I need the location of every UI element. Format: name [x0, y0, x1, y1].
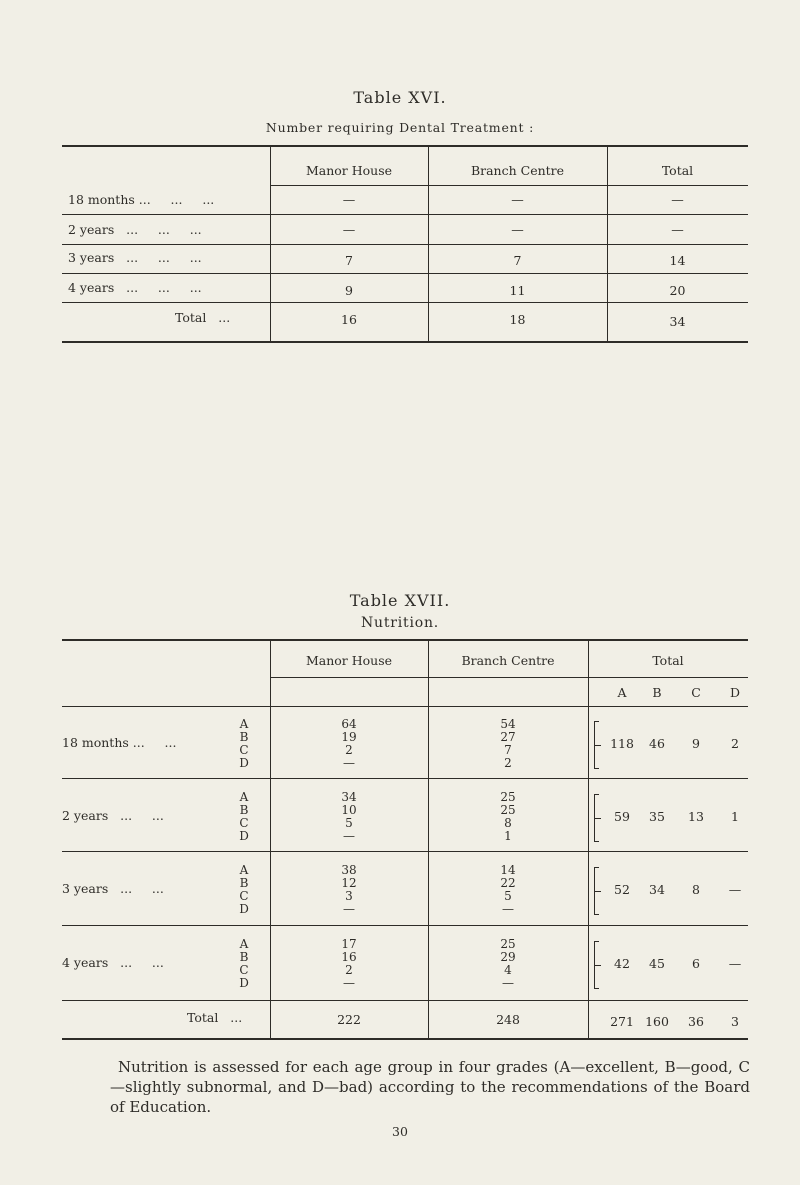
cell-branch: 25 — [500, 803, 516, 817]
grade-label: B — [239, 876, 249, 890]
cell-total-d: 2 — [731, 736, 739, 751]
cell-manor: 16 — [341, 950, 357, 964]
table-16-row-rule — [62, 214, 748, 215]
cell-branch: 54 — [500, 717, 516, 731]
row-label: 18 months ... ... — [62, 735, 177, 750]
row-label: 3 years ... ... — [62, 881, 164, 896]
nutrition-note: Nutrition is assessed for each age group in four grades (A—excellent, B—good, C—slightly subnormal, and D—bad) according to the recommendations of the Board of Education. — [110, 1058, 750, 1116]
cell-total-b: 34 — [649, 882, 665, 897]
row-label: Total ... — [175, 310, 231, 325]
cell-total: 20 — [669, 283, 686, 298]
cell-manor: 7 — [345, 253, 353, 268]
table-17-top-rule — [62, 639, 748, 641]
row-label: Total ... — [187, 1010, 243, 1025]
column-header-manor-house: Manor House — [305, 163, 393, 178]
cell-total-b: 45 — [649, 956, 665, 971]
table-16-top-rule — [62, 145, 748, 147]
grade-label: B — [239, 730, 249, 744]
table-16-row-rule — [62, 302, 748, 303]
table-17-header-rule — [270, 677, 748, 678]
cell-total-a: 59 — [614, 809, 630, 824]
cell-branch: 22 — [500, 876, 516, 890]
cell-total-a: 52 — [614, 882, 630, 897]
table-16-subtitle: Number requiring Dental Treatment : — [265, 120, 535, 135]
brace-tip-icon — [595, 965, 601, 966]
cell-total-c: 13 — [688, 809, 704, 824]
cell-branch: 4 — [504, 963, 512, 977]
cell-branch: 7 — [513, 253, 522, 268]
table-16-row-rule — [62, 273, 748, 274]
brace-tip-icon — [595, 818, 601, 819]
cell-manor: 34 — [341, 790, 357, 804]
cell-branch: 25 — [500, 937, 516, 951]
column-header-total: Total — [661, 163, 694, 178]
cell-manor: — — [343, 756, 355, 770]
cell-manor: 17 — [341, 937, 357, 951]
table-17-row-rule — [62, 778, 748, 779]
cell-total: 14 — [669, 253, 686, 268]
cell-total-b: 160 — [645, 1014, 669, 1029]
cell-manor: 64 — [341, 717, 357, 731]
cell-branch: 11 — [509, 283, 526, 298]
cell-manor: — — [342, 222, 356, 237]
cell-total: — — [671, 222, 684, 237]
grade-label: B — [239, 803, 249, 817]
table-17-row-rule — [62, 1000, 748, 1001]
cell-total-c: 8 — [692, 882, 700, 897]
cell-branch: 25 — [500, 790, 516, 804]
grade-label: D — [239, 976, 249, 990]
row-label: 4 years ... ... ... — [68, 280, 202, 295]
cell-manor: 12 — [341, 876, 357, 890]
table-17-title: Table XVII. — [349, 591, 451, 610]
grade-label: C — [239, 889, 249, 903]
grade-label: C — [239, 816, 249, 830]
grade-label: A — [239, 937, 249, 951]
row-label: 2 years ... ... — [62, 808, 164, 823]
grade-header-c: C — [691, 685, 701, 700]
table-17-row-rule — [62, 925, 748, 926]
cell-branch: 18 — [509, 312, 526, 327]
cell-branch: 2 — [504, 756, 512, 770]
column-header-manor-house: Manor House — [305, 653, 393, 668]
brace-tip-icon — [595, 745, 601, 746]
cell-total-d: — — [728, 882, 742, 897]
grade-label: D — [239, 829, 249, 843]
cell-total-b: 46 — [649, 736, 665, 751]
cell-manor: 16 — [341, 312, 357, 327]
table-17-col-rule — [588, 641, 589, 1038]
cell-total-d: 3 — [731, 1014, 739, 1029]
cell-manor: 38 — [341, 863, 357, 877]
grade-header-b: B — [652, 685, 662, 700]
cell-manor: — — [342, 192, 356, 207]
cell-branch: — — [502, 976, 514, 990]
table-17-row-rule — [62, 851, 748, 852]
cell-branch: — — [511, 192, 524, 207]
grade-label: A — [239, 717, 249, 731]
column-header-total: Total — [652, 653, 684, 668]
table-16-bottom-rule — [62, 341, 748, 343]
column-header-branch-centre: Branch Centre — [461, 653, 555, 668]
grade-label: D — [239, 902, 249, 916]
table-16-header-rule — [270, 185, 748, 186]
cell-total-c: 36 — [688, 1014, 704, 1029]
cell-total-b: 35 — [649, 809, 665, 824]
page-number: 30 — [392, 1124, 408, 1139]
table-17-bottom-rule — [62, 1038, 748, 1040]
column-header-branch-centre: Branch Centre — [470, 163, 565, 178]
cell-manor: 2 — [345, 963, 353, 977]
cell-manor: — — [343, 976, 355, 990]
row-label: 2 years ... ... ... — [68, 222, 202, 237]
cell-manor: 3 — [345, 889, 353, 903]
grade-header-a: A — [617, 685, 627, 700]
cell-total-d: 1 — [731, 809, 739, 824]
cell-total: 34 — [669, 314, 686, 329]
cell-branch: 5 — [504, 889, 512, 903]
cell-branch: — — [502, 902, 514, 916]
cell-manor: 2 — [345, 743, 353, 757]
row-label: 3 years ... ... ... — [68, 250, 202, 265]
cell-branch: 14 — [500, 863, 516, 877]
cell-total-a: 271 — [610, 1014, 634, 1029]
cell-manor: — — [343, 829, 355, 843]
table-17-subheader-rule — [62, 706, 748, 707]
grade-header-d: D — [729, 685, 741, 700]
cell-total: — — [671, 192, 684, 207]
cell-branch: — — [511, 222, 524, 237]
grade-label: A — [239, 790, 249, 804]
table-16-row-rule — [62, 244, 748, 245]
row-label: 4 years ... ... — [62, 955, 164, 970]
cell-branch: 27 — [500, 730, 516, 744]
cell-branch: 248 — [496, 1012, 520, 1027]
cell-total-a: 42 — [614, 956, 630, 971]
cell-branch: 7 — [504, 743, 512, 757]
grade-label: B — [239, 950, 249, 964]
row-label: 18 months ... ... ... — [68, 192, 215, 207]
brace-tip-icon — [595, 891, 601, 892]
cell-branch: 1 — [504, 829, 512, 843]
table-16-title: Table XVI. — [353, 88, 447, 107]
cell-manor: 19 — [341, 730, 357, 744]
cell-manor: — — [343, 902, 355, 916]
cell-manor: 222 — [337, 1012, 361, 1027]
cell-total-c: 9 — [692, 736, 700, 751]
cell-total-a: 118 — [610, 736, 634, 751]
cell-manor: 5 — [345, 816, 353, 830]
table-17-subtitle: Nutrition. — [360, 615, 440, 631]
grade-label: C — [239, 963, 249, 977]
grade-label: A — [239, 863, 249, 877]
cell-total-c: 6 — [692, 956, 700, 971]
grade-label: C — [239, 743, 249, 757]
cell-branch: 29 — [500, 950, 516, 964]
grade-label: D — [239, 756, 249, 770]
cell-manor: 10 — [341, 803, 357, 817]
cell-branch: 8 — [504, 816, 512, 830]
cell-manor: 9 — [345, 283, 353, 298]
cell-total-d: — — [728, 956, 742, 971]
